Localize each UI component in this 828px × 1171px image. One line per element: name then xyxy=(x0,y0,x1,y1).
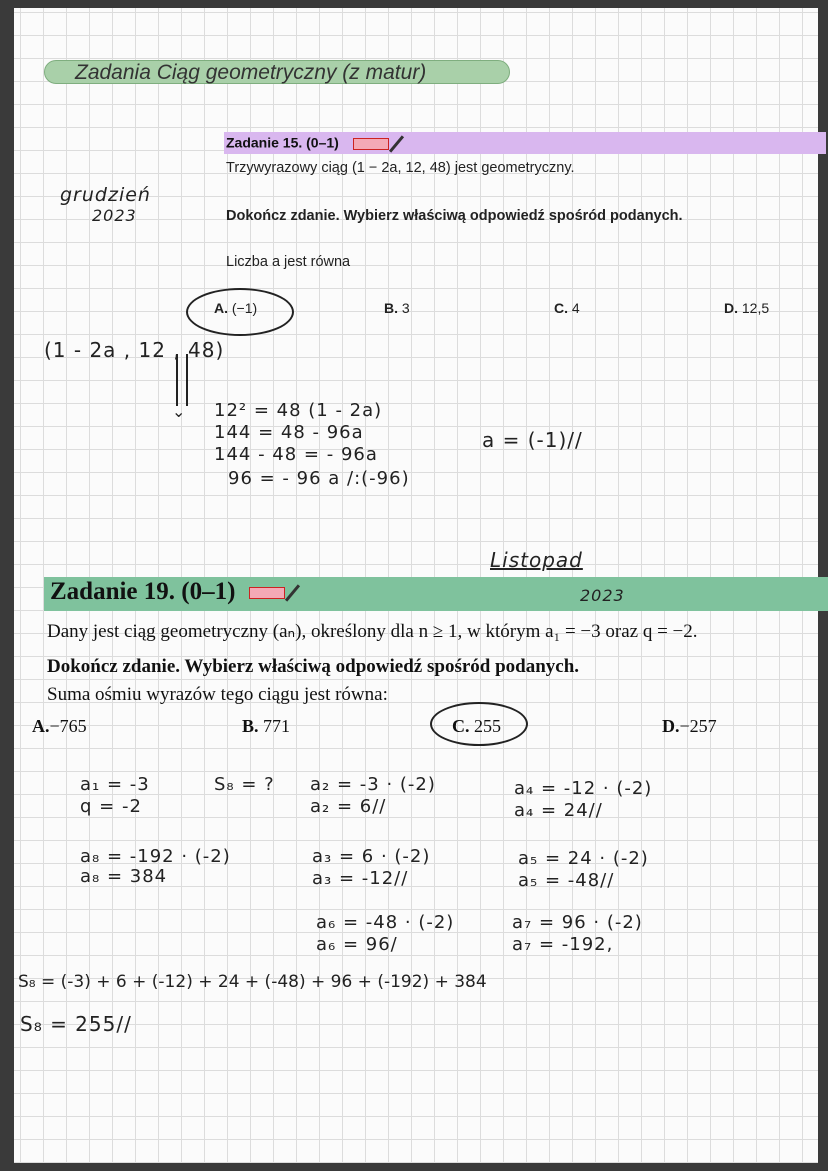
work15-line4: 96 = - 96 a /:(-96) xyxy=(228,468,410,489)
work19-a2-calc: a₂ = -3 · (-2) xyxy=(310,774,436,795)
work19-result: S₈ = 255// xyxy=(20,1012,132,1036)
task15-option-b[interactable]: B. 3 xyxy=(384,300,410,316)
task19-option-a[interactable]: A.−765 xyxy=(32,716,87,736)
task19-prompt: Suma ośmiu wyrazów tego ciągu jest równa: xyxy=(47,684,388,705)
answer-circle-c xyxy=(430,702,528,746)
date-note-december: grudzień xyxy=(60,184,151,206)
work19-a6-result: a₆ = 96/ xyxy=(316,934,398,955)
work19-a1: a₁ = -3 xyxy=(80,774,150,795)
work19-a6-calc: a₆ = -48 · (-2) xyxy=(316,912,455,933)
work15-answer: a = (-1)// xyxy=(482,428,583,452)
date-note-year-2023: 2023 xyxy=(92,206,137,225)
date-note-november: Listopad xyxy=(490,548,583,572)
work19-a3-calc: a₃ = 6 · (-2) xyxy=(312,846,431,867)
implies-arrow-icon xyxy=(176,354,188,406)
task19-option-b[interactable]: B. 771 xyxy=(242,716,291,736)
work19-a2-result: a₂ = 6// xyxy=(310,796,387,817)
work19-s8-question: S₈ = ? xyxy=(214,774,275,795)
work19-a4-calc: a₄ = -12 · (-2) xyxy=(514,778,653,799)
work19-a8-result: a₈ = 384 xyxy=(80,866,168,887)
task19-option-c[interactable]: C. 255 xyxy=(452,716,501,736)
task15-option-a[interactable]: A. (−1) xyxy=(214,300,258,316)
task15-statement: Trzywyrazowy ciąg (1 − 2a, 12, 48) jest geometryczny. xyxy=(226,160,575,176)
task19-statement: Dany jest ciąg geometryczny (aₙ), określony dla n ≥ 1, w którym a₁ = −3 oraz q = −2. xyxy=(47,621,698,642)
page-title: Zadania Ciąg geometryczny (z matur) xyxy=(44,60,510,84)
work19-a5-calc: a₅ = 24 · (-2) xyxy=(518,848,649,869)
task19-heading xyxy=(50,578,294,606)
work19-a3-result: a₃ = -12// xyxy=(312,868,409,889)
work19-sum: S₈ = (-3) + 6 + (-12) + 24 + (-48) + 96 + (-192) + 384 xyxy=(18,972,487,992)
arrow-down-icon: ⌄ xyxy=(172,402,187,421)
work15-sequence: (1 - 2a , 12 , 48) xyxy=(44,338,225,362)
work19-a4-result: a₄ = 24// xyxy=(514,800,603,821)
task15-heading-text: Zadanie 15. (0–1) xyxy=(226,134,339,151)
work15-line1: 12² = 48 (1 - 2a) xyxy=(214,400,383,421)
task19-heading-text: Zadanie 19. (0–1) xyxy=(50,578,236,605)
task19-option-d[interactable]: D.−257 xyxy=(662,716,717,736)
work19-a8-calc: a₈ = -192 · (-2) xyxy=(80,846,231,867)
date-note-year-2023-b: 2023 xyxy=(580,586,625,605)
task15-option-c[interactable]: C. 4 xyxy=(554,300,580,316)
answer-circle-a xyxy=(186,288,294,336)
task15-heading xyxy=(226,134,398,154)
work15-line3: 144 - 48 = - 96a xyxy=(214,444,378,465)
work19-q: q = -2 xyxy=(80,796,142,817)
task19-instruction: Dokończ zdanie. Wybierz właściwą odpowiedź spośród podanych. xyxy=(47,656,580,677)
work15-line2: 144 = 48 - 96a xyxy=(214,422,364,443)
task15-instruction: Dokończ zdanie. Wybierz właściwą odpowiedź spośród podanych. xyxy=(226,208,683,224)
task15-option-d[interactable]: D. 12,5 xyxy=(724,300,770,316)
work19-a5-result: a₅ = -48// xyxy=(518,870,615,891)
notebook-page xyxy=(14,8,818,1163)
work19-a7-calc: a₇ = 96 · (-2) xyxy=(512,912,643,933)
difficulty-level-icon xyxy=(249,587,285,599)
difficulty-level-icon xyxy=(353,138,389,150)
work19-a7-result: a₇ = -192, xyxy=(512,934,614,955)
task15-prompt: Liczba a jest równa xyxy=(226,254,351,270)
